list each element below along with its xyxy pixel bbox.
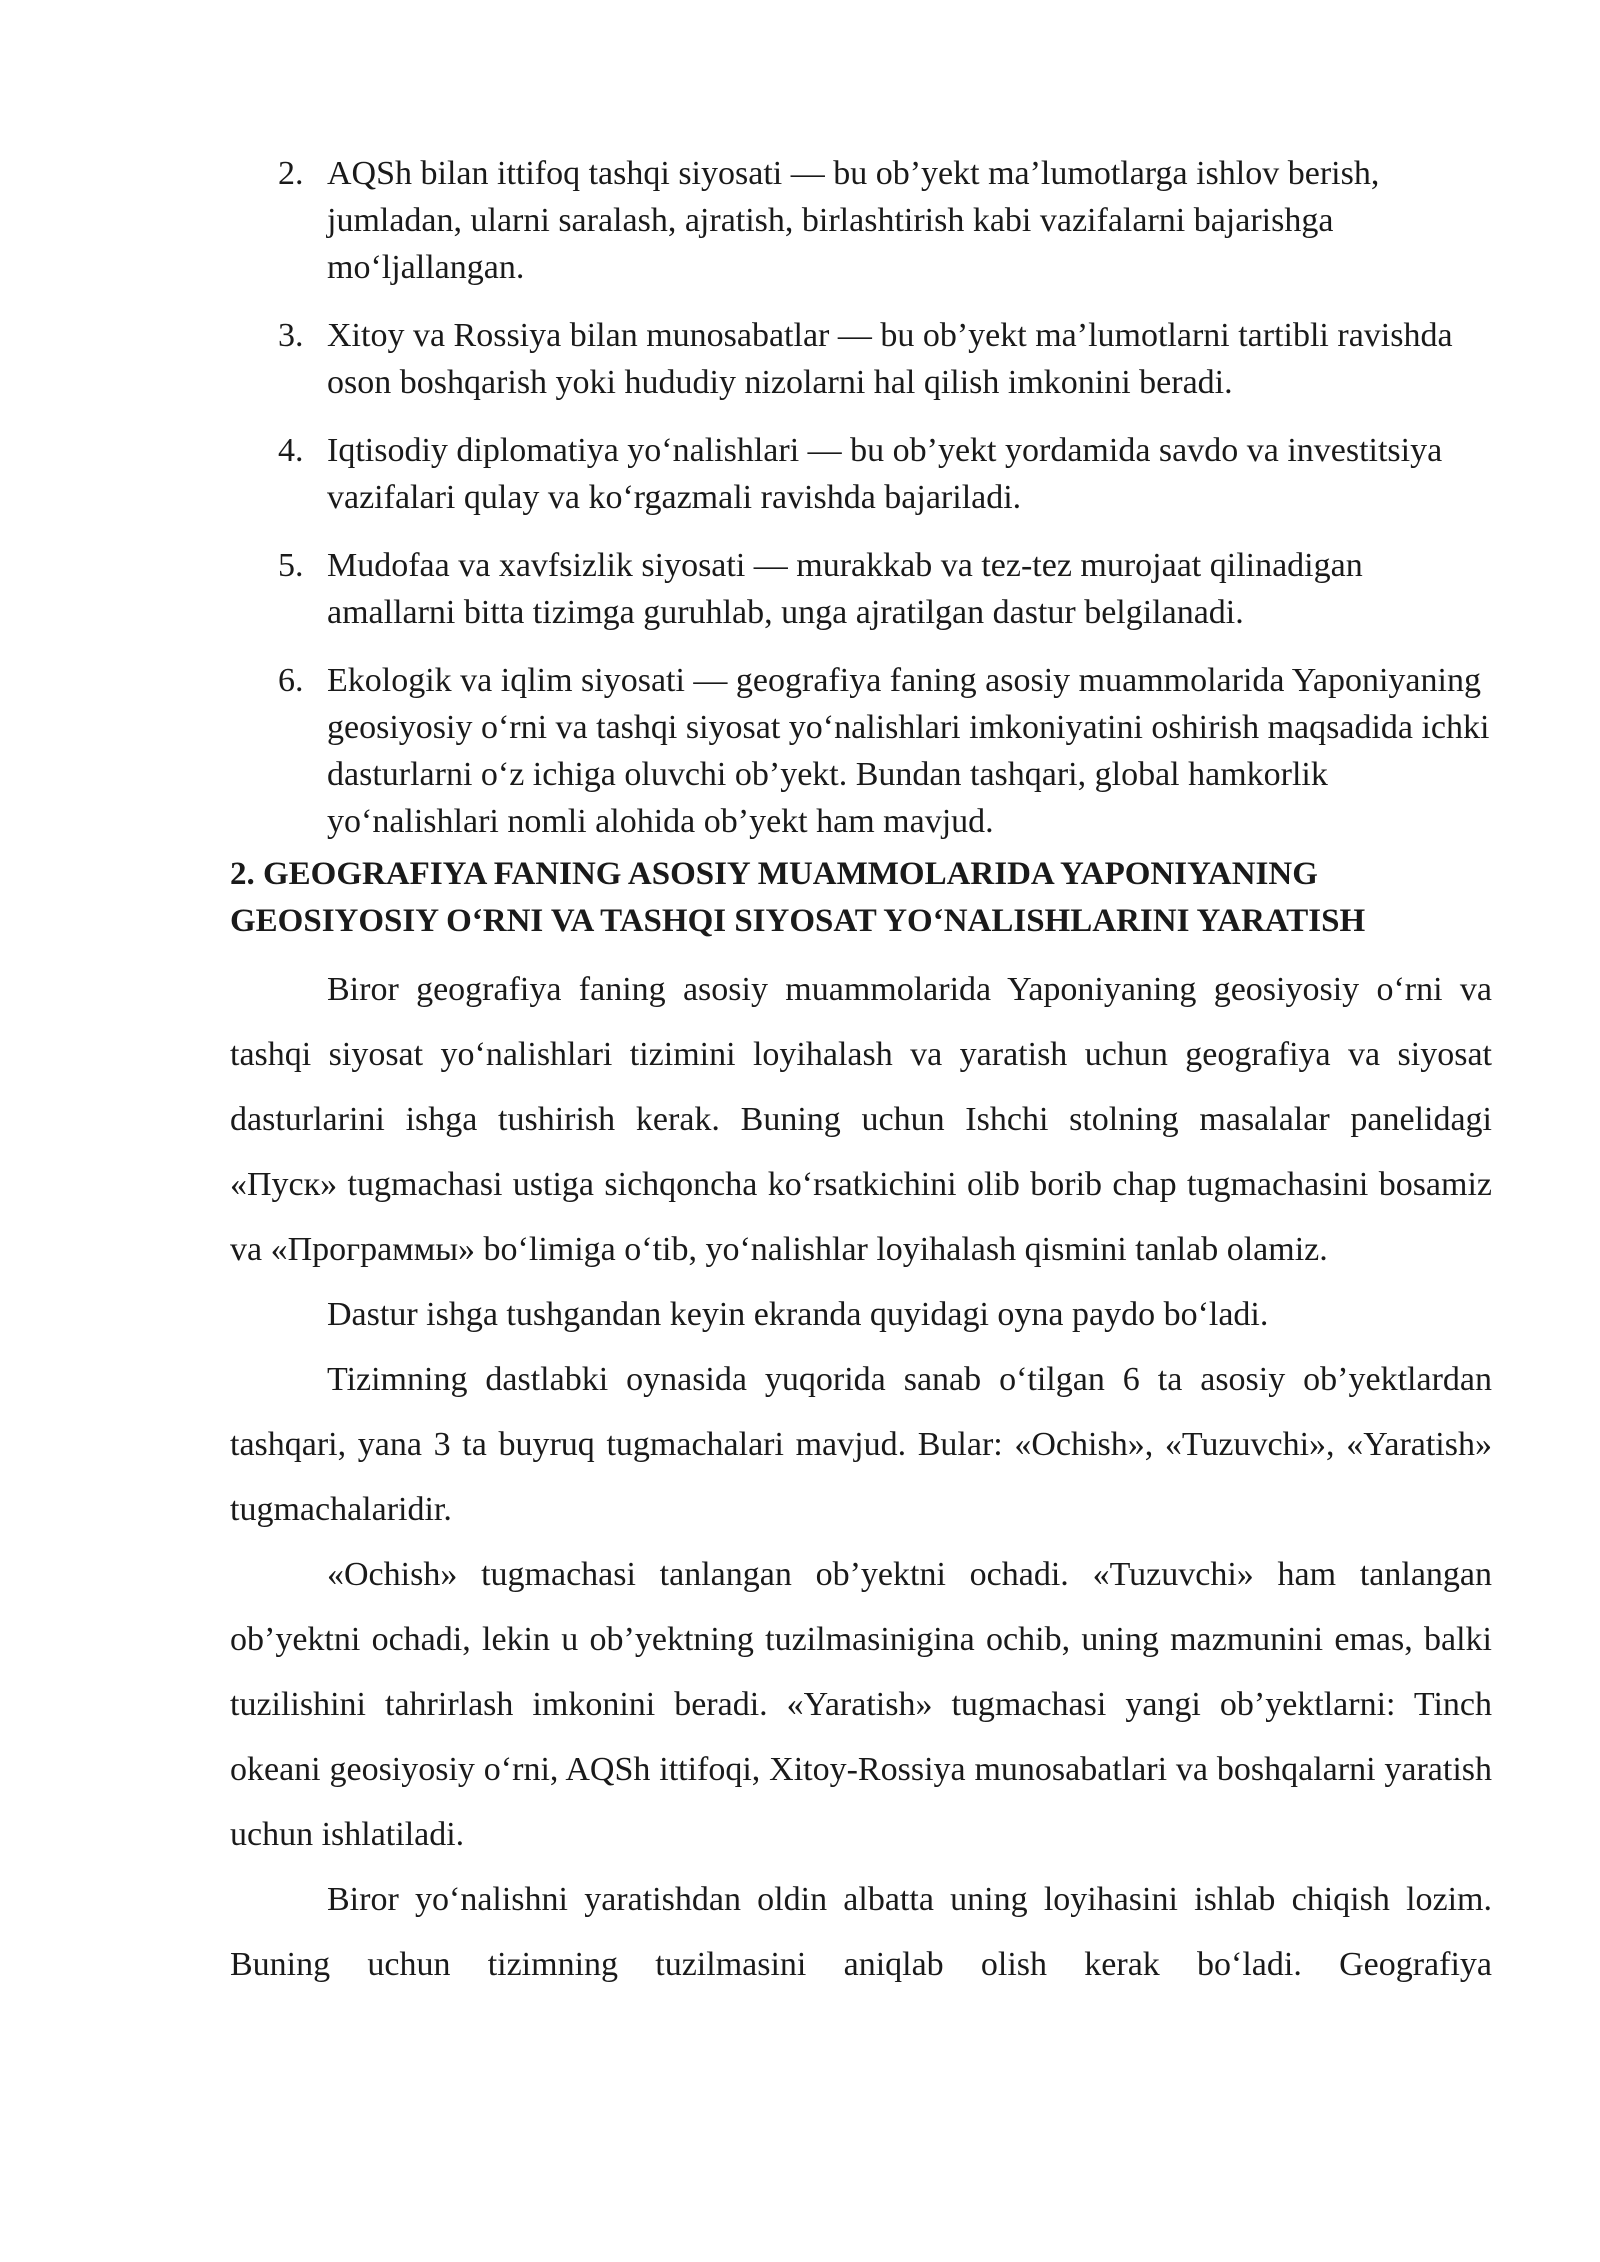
numbered-list — [230, 150, 1492, 845]
list-item-text: Ekologik va iqlim siyosati — geografiya faning asosiy muammolarida Yaponiyaning geosiyosiy o‘rni va tashqi siyosat yo‘nalishlari imkoniyatini oshirish maqsadida ichki dasturlarni o‘z ichiga oluvchi ob’yekt. Bundan tashqari, global hamkorlik yo‘nalishlari nomli alohida ob’yekt ham mavjud. — [327, 662, 1490, 840]
body-paragraph: «Ochish» tugmachasi tanlangan ob’yektni ochadi. «Tuzuvchi» ham tanlangan ob’yektni ochadi, lekin u ob’yektning tuzilmasinigina ochib, uning mazmunini emas, balki tuzilishini tahrirlash imkonini beradi. «Yaratish» tugmachasi yangi ob’yektlarni: Tinch okeani geosiyosiy o‘rni, AQSh ittifoqi, Xitoy-Rossiya munosabatlari va boshqalarni yaratish uchun ishlatiladi. — [230, 1556, 1492, 1853]
list-item-number: 6. — [278, 662, 304, 699]
list-item — [230, 427, 1492, 521]
list-item — [230, 150, 1492, 291]
list-item-number: 2. — [278, 155, 304, 192]
list-item-text: Iqtisodiy diplomatiya yo‘nalishlari — bu ob’yekt yordamida savdo va investitsiya vazifalari qulay va ko‘rgazmali ravishda bajariladi. — [327, 432, 1443, 516]
list-item-text: AQSh bilan ittifoq tashqi siyosati — bu ob’yekt ma’lumotlarga ishlov berish, jumladan, ularni saralash, ajratish, birlashtirish kabi vazifalarni bajarishga mo‘ljallangan. — [327, 155, 1380, 286]
list-item-text: Xitoy va Rossiya bilan munosabatlar — bu ob’yekt ma’lumotlarni tartibli ravishda oson boshqarish yoki hududiy nizolarni hal qilish imkonini beradi. — [327, 317, 1453, 401]
body-paragraph: Biror yo‘nalishni yaratishdan oldin albatta uning loyihasini ishlab chiqish lozim. Buning uchun tizimning tuzilmasini aniqlab olish kerak bo‘ladi. Geografiya — [230, 1881, 1492, 1983]
list-item — [230, 657, 1492, 845]
body-paragraph: Biror geografiya faning asosiy muammolarida Yaponiyaning geosiyosiy o‘rni va tashqi siyosat yo‘nalishlari tizimini loyihalash va yaratish uchun geografiya va siyosat dasturlarini ishga tushirish kerak. Buning uchun Ishchi stolning masalalar panelidagi «Пуск» tugmachasi ustiga sichqoncha ko‘rsatkichini olib borib chap tugmachasini bosamiz va «Программы» bo‘limiga o‘tib, yo‘nalishlar loyihalash qismini tanlab olamiz. — [230, 971, 1492, 1268]
list-item — [230, 312, 1492, 406]
list-item — [230, 542, 1492, 636]
body-paragraph: Tizimning dastlabki oynasida yuqorida sanab o‘tilgan 6 ta asosiy ob’yektlardan tashqari, yana 3 ta buyruq tugmachalari mavjud. Bular: «Ochish», «Tuzuvchi», «Yaratish» tugmachalaridir. — [230, 1361, 1492, 1528]
list-item-text: Mudofaa va xavfsizlik siyosati — murakkab va tez-tez murojaat qilinadigan amallarni bitta tizimga guruhlab, unga ajratilgan dastur belgilanadi. — [327, 547, 1363, 631]
body-paragraph: Dastur ishga tushgandan keyin ekranda quyidagi oyna paydo bo‘ladi. — [327, 1296, 1269, 1333]
section-heading: 2. GEOGRAFIYA FANING ASOSIY MUAMMOLARIDA YAPONIYANING GEOSIYOSIY O‘RNI VA TASHQI SIYOSAT YO‘NALISHLARINI YARATISH — [230, 856, 1366, 939]
list-item-number: 4. — [278, 432, 304, 469]
document-page — [230, 150, 1492, 1997]
list-item-number: 3. — [278, 317, 304, 354]
list-item-number: 5. — [278, 547, 304, 584]
